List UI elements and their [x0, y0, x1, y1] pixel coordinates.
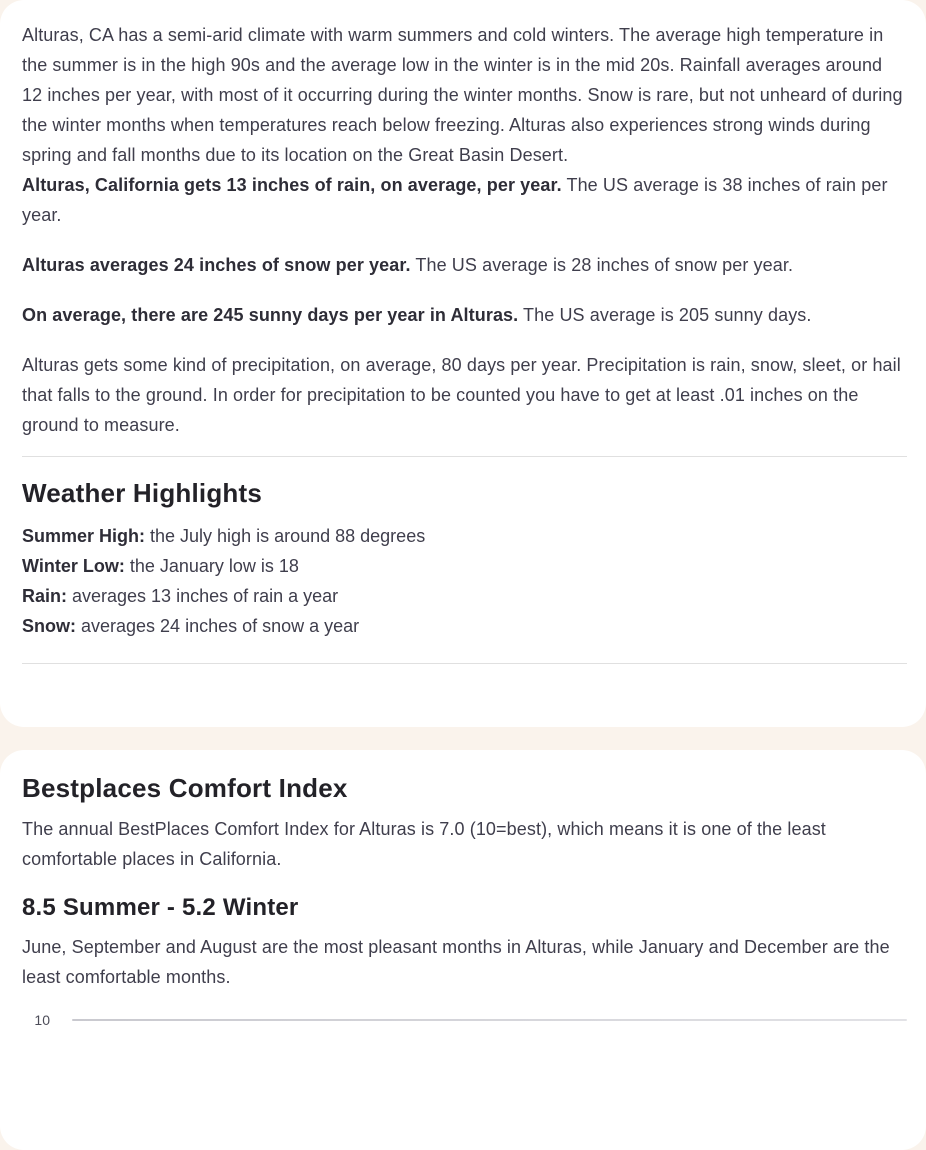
highlight-rain-label: Rain:: [22, 586, 67, 606]
sunny-days-fact-bold: On average, there are 245 sunny days per year in Alturas.: [22, 305, 519, 325]
comfort-index-card: [0, 750, 926, 1150]
highlight-summer-high-label: Summer High:: [22, 526, 146, 546]
summer-winter-subtitle: 8.5 Summer - 5.2 Winter: [22, 894, 299, 921]
comfort-chart-y-axis-tick-label: 10: [34, 1012, 50, 1028]
highlight-winter-low-text: the January low is 18: [124, 556, 299, 576]
highlight-rain: [22, 581, 907, 611]
highlight-winter-low: [22, 551, 907, 581]
rain-fact-paragraph: [22, 170, 907, 230]
snow-fact-bold: Alturas averages 24 inches of snow per year.: [22, 255, 411, 275]
comfort-index-description: The annual BestPlaces Comfort Index for Alturas is 7.0 (10=best), which means it is one of the least comfortable places in California.: [22, 819, 826, 869]
divider-below-weather-highlights: [22, 663, 907, 664]
highlight-snow-label: Snow:: [22, 616, 76, 636]
highlight-winter-low-label: Winter Low:: [22, 556, 125, 576]
divider-above-weather-highlights: [22, 456, 907, 457]
snow-fact-paragraph: [22, 250, 907, 280]
highlight-snow: [22, 611, 907, 641]
climate-intro-paragraph: Alturas, CA has a semi-arid climate with warm summers and cold winters. The average high temperature in the summer is in the high 90s and the average low in the winter is in the mid 20s. Rainfall averages around 12 inches per year, with most of it occurring during the winter months. Snow is rare, but not unheard of during the winter months when temperatures reach below freezing. Alturas also experiences strong winds during spring and fall months due to its location on the Great Basin Desert.: [22, 25, 903, 165]
pleasant-months-paragraph: June, September and August are the most pleasant months in Alturas, while January and December are the least comfortable months.: [22, 937, 890, 987]
highlight-summer-high: [22, 521, 907, 551]
rain-fact-rest: The US average is 38 inches of rain per year.: [22, 175, 888, 225]
highlight-snow-text: averages 24 inches of snow a year: [76, 616, 360, 636]
weather-highlights-list: [22, 521, 907, 641]
comfort-chart-gridline: [72, 1019, 907, 1021]
sunny-days-fact-paragraph: [22, 300, 907, 330]
highlight-summer-high-text: the July high is around 88 degrees: [145, 526, 426, 546]
precipitation-paragraph: Alturas gets some kind of precipitation, on average, 80 days per year. Precipitation is rain, snow, sleet, or hail that falls to the ground. In order for precipitation to be counted you have to get at least .01 inches on the ground to measure.: [22, 355, 901, 435]
comfort-index-title: Bestplaces Comfort Index: [22, 773, 348, 803]
rain-fact-bold: Alturas, California gets 13 inches of rain, on average, per year.: [22, 175, 562, 195]
highlight-rain-text: averages 13 inches of rain a year: [67, 586, 339, 606]
weather-highlights-title: Weather Highlights: [22, 478, 263, 508]
sunny-days-fact-rest: The US average is 205 sunny days.: [518, 305, 812, 325]
snow-fact-rest: The US average is 28 inches of snow per year.: [410, 255, 794, 275]
comfort-chart-top-gridline-row: [22, 1010, 907, 1030]
